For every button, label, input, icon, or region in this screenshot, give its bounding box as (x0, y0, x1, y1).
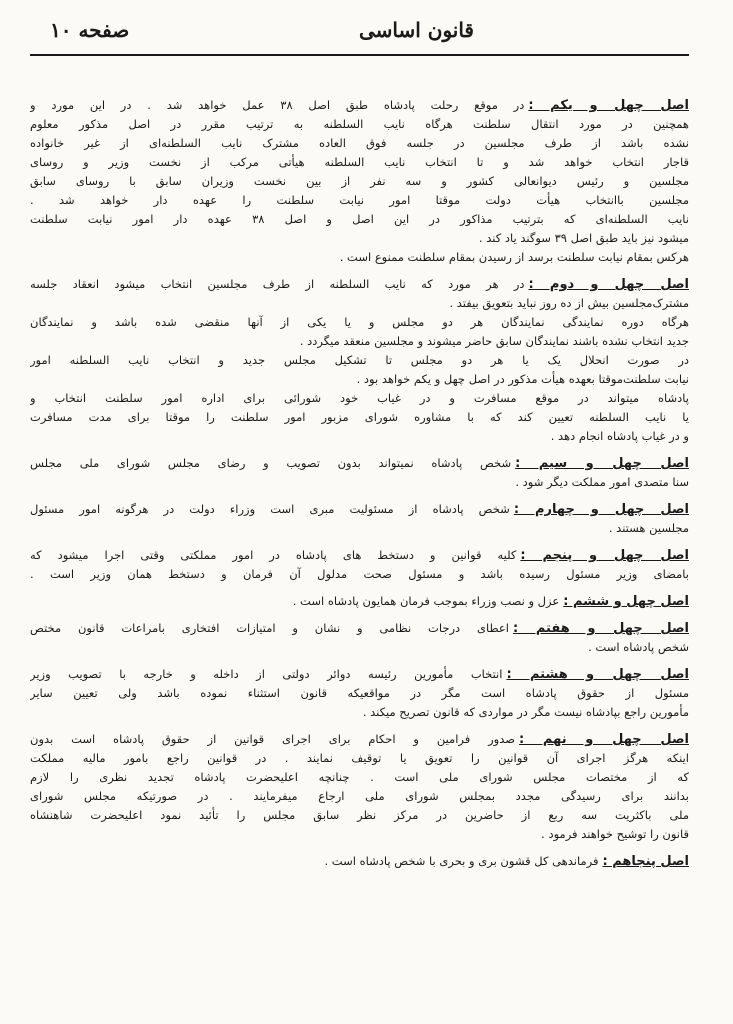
line-text: کلیه قوانین و دستخط های پادشاه در امور مملکتی وقتی اجرا میشود که (30, 548, 517, 562)
line-text: اینکه هرگز اجرای آن قوانین را تعویق یا توقیف نمایند . در قوانین راجع بامور مالیه مملکت (30, 751, 689, 765)
line-text: در هر مورد که نایب السلطنه از طرف مجلسین انتخاب میشود انعقاد جلسه (30, 277, 525, 291)
line-text: اعطای درجات نظامی و نشان و امتیازات افتخاری بامراعات قانون مختص (30, 621, 509, 635)
line-text: بامضای وزیر مسئول رسیده باشد و مسئول صحت مدلول آن فرمان و دستخط همان وزیر است . (30, 567, 689, 581)
document-body (30, 96, 689, 871)
text-line (30, 500, 689, 519)
text-line (30, 665, 689, 684)
line-text: قاجار انتخاب خواهد شد و تا انتخاب نایب السلطنه هیأتی مرکب از نخست وزیر و روسای (30, 155, 689, 169)
line-text: قانون را توشیح خواهند فرمود . (541, 827, 689, 841)
article-heading: اصل چهل و سیم : (515, 456, 689, 471)
text-line (30, 427, 689, 446)
line-text: صدور فرامین و احکام برای اجرای قوانین از حقوق پادشاه است بدون (30, 732, 516, 746)
line-text: همچنین در مورد انتقال سلطنت هرگاه نایب السلطنه به ترتیب مقرر در اصل مذکور معلوم (30, 117, 689, 131)
article-heading: اصل چهل و چهارم : (513, 502, 689, 517)
text-line (30, 153, 689, 172)
article-heading: اصل چهل و دوم : (528, 277, 689, 292)
line-text: مسئول از حقوق پادشاه است مگر در مواقعیکه قانون استثناء نموده باشد ولی تعیین سایر (30, 686, 689, 700)
text-line (30, 275, 689, 294)
line-text: پادشاه میتواند در موقع مسافرت و در غیاب خود شورائی برای اداره امور سلطنت انتخاب و (30, 391, 689, 405)
text-line (30, 730, 689, 749)
line-text: شخص پادشاه از مسئولیت مبری است وزراء دولت در هرگونه امور مسئول (30, 502, 510, 516)
text-line (30, 389, 689, 408)
article-heading: اصل چهل و نهم : (519, 732, 689, 747)
text-line (30, 768, 689, 787)
text-line (30, 408, 689, 427)
article-heading: اصل چهل و هفتم : (512, 621, 689, 636)
article-heading: اصل پنجاهم : (602, 854, 689, 869)
line-text: هرگاه دوره نمایندگی نمایندگان هر دو مجلس و یا یکی از آنها منقضی شده باشد و نمایندگان (30, 315, 689, 329)
text-line (30, 684, 689, 703)
line-text: مجلسین و رئیس دیوانعالی کشور و سه نفر از بین نخست وزیران سابق با روسای سابق (30, 174, 689, 188)
line-text: شخص پادشاه است . (588, 640, 689, 654)
page-header (30, 18, 689, 56)
line-text: و در غیاب پادشاه انجام دهد . (550, 429, 689, 443)
line-text: نشده باشد از طرف مجلسین در جلسه فوق العاده مشترک نایب السلطنه‌ای از غیر خانواده (30, 136, 689, 150)
text-line (30, 749, 689, 768)
line-text: نایب السلطنه‌ای که بترتیب مذاکور در این اصل و اصل ۳۸ عهده دار امور نیابت سلطنت (30, 212, 689, 226)
text-line (30, 546, 689, 565)
line-text: یا نایب السلطنه تعیین کند که با مشاوره شورای مزبور امور سلطنت را موقتا برای مدت مسافرت (30, 410, 689, 424)
text-line (30, 294, 689, 313)
line-text: جدید انتخاب نشده باشند نمایندگان سابق حاضر میشوند و مجلسین منعقد میگردد . (299, 334, 689, 348)
text-line (30, 191, 689, 210)
text-line (30, 172, 689, 191)
text-line (30, 703, 689, 722)
page-number: صفحه ۱۰ (50, 18, 130, 42)
text-line (30, 852, 689, 871)
text-line (30, 825, 689, 844)
text-line (30, 351, 689, 370)
line-text: هرکس بمقام نیابت سلطنت برسد از رسیدن بمقام سلطنت ممنوع است . (339, 250, 689, 264)
line-text: مأمورین راجع بپادشاه نیست مگر در مواردی که قانون تصریح میکند . (362, 705, 689, 719)
line-text: مجلسین هستند . (608, 521, 689, 535)
text-line (30, 787, 689, 806)
text-line (30, 592, 689, 611)
text-line (30, 210, 689, 229)
text-line (30, 229, 689, 248)
text-line (30, 115, 689, 134)
line-text: انتخاب مأمورین رئیسه دوائر دولتی از داخله و خارجه با تصویب وزیر (30, 667, 503, 681)
line-text: که از مختصات مجلس شورای ملی است . چنانچه اعلیحضرت پادشاه تجدید نظری را لازم (30, 770, 689, 784)
text-line (30, 332, 689, 351)
line-text: بدانند برای رسیدگی مجدد بمجلس شورای ملی ارجاع میفرمایند . در صورتیکه مجلس شورای (30, 789, 689, 803)
line-text: در صورت انحلال یک یا هر دو مجلس تا تشکیل مجلس جدید و انتخاب نایب السلطنه امور (30, 353, 689, 367)
article-heading: اصل چهل و ششم : (563, 594, 689, 609)
text-line (30, 806, 689, 825)
text-line (30, 638, 689, 657)
line-text: سنا متصدی امور مملکت دیگر شود . (515, 475, 689, 489)
line-text: عزل و نصب وزراء بموجب فرمان همایون پادشاه است . (292, 594, 560, 608)
text-line (30, 519, 689, 538)
text-line (30, 619, 689, 638)
text-line (30, 96, 689, 115)
document-title: قانون اساسی (358, 18, 474, 42)
line-text: مجلسین باانتخاب هیأت دولت موقتا امور نیابت سلطنت را عهده دار خواهد شد . (30, 193, 689, 207)
line-text: شخص پادشاه نمیتواند بدون تصویب و رضای مجلس شورای ملی مجلس (30, 456, 512, 470)
text-line (30, 134, 689, 153)
text-line (30, 565, 689, 584)
line-text: فرماندهی کل قشون بری و بحری با شخص پادشاه است . (324, 854, 599, 868)
text-line (30, 370, 689, 389)
article-heading: اصل چهل و یکم : (528, 98, 689, 113)
text-line (30, 313, 689, 332)
text-line (30, 248, 689, 267)
line-text: ملی باکثریت سه ربع از حاضرین در مرکز نظر سابق مجلس را تأئید نمود اعلیحضرت شاهنشاه (30, 808, 689, 822)
line-text: در موقع رحلت پادشاه طبق اصل ۳۸ عمل خواهد شد . در این مورد و (30, 98, 525, 112)
line-text: نیابت سلطنت‌موقتا بعهده هیأت مذکور در اصل چهل و یکم خواهد بود . (356, 372, 689, 386)
article-heading: اصل چهل و پنجم : (520, 548, 689, 563)
article-heading: اصل چهل و هشتم : (506, 667, 689, 682)
text-line (30, 454, 689, 473)
line-text: میشود نیز باید طبق اصل ۳۹ سوگند یاد کند . (478, 231, 689, 245)
line-text: مشترک‌مجلسین بیش از ده روز نباید بتعویق بیفتد . (449, 296, 689, 310)
text-line (30, 473, 689, 492)
